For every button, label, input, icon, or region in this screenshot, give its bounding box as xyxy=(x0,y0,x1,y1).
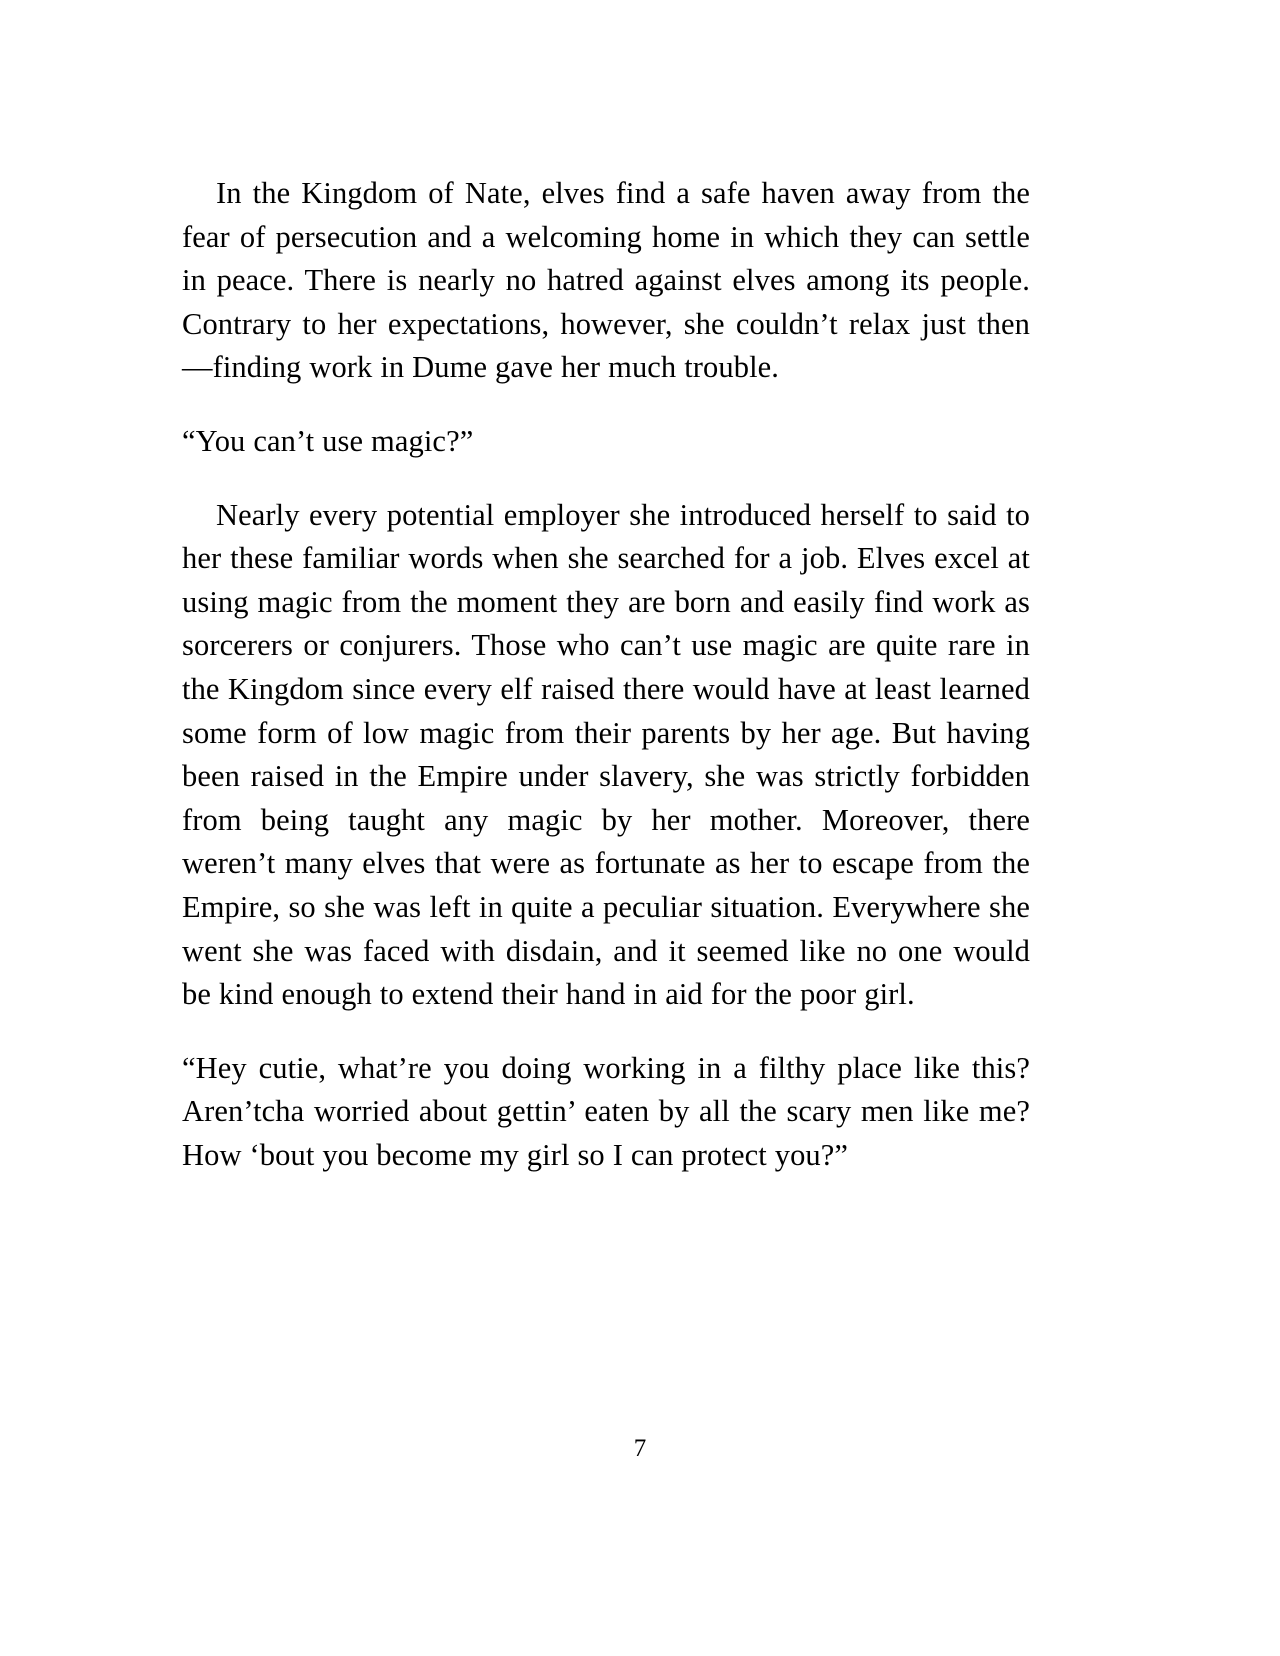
paragraph-narrative-2: Nearly every potential employer she introduced herself to said to her these familiar words when she searched for a job. Elves excel at using magic from the moment they are born and easily find work as sorcerers or conjurers. Those who can’t use magic are quite rare in the Kingdom since every elf raised there would have at least learned some form of low magic from their parents by her age. But having been raised in the Empire under slavery, she was strictly forbidden from being taught any magic by her mother. Moreover, there weren’t many elves that were as fortunate as her to escape from the Empire, so she was left in quite a peculiar situation. Everywhere she went she was faced with disdain, and it seemed like no one would be kind enough to extend their hand in aid for the poor girl. xyxy=(182,497,1030,1012)
page-number: 7 xyxy=(633,1435,647,1462)
paragraph-narrative-1: In the Kingdom of Nate, elves find a safe haven away from the fear of persecution and a welcoming home in which they can settle in peace. There is nearly no hatred against elves among its people. Contrary to her expectations, however, she couldn’t relax just then—finding work in Dume gave her much trouble. xyxy=(182,176,1030,385)
paragraph-dialogue-1: “You can’t use magic?” xyxy=(182,423,474,458)
paragraph-dialogue-2: “Hey cutie, what’re you doing working in a filthy place like this? Aren’tcha worried about gettin’ eaten by all the scary men like me? How ‘bout you become my girl so I can protect you?” xyxy=(182,1050,1030,1172)
page-text-body xyxy=(182,172,1030,1177)
